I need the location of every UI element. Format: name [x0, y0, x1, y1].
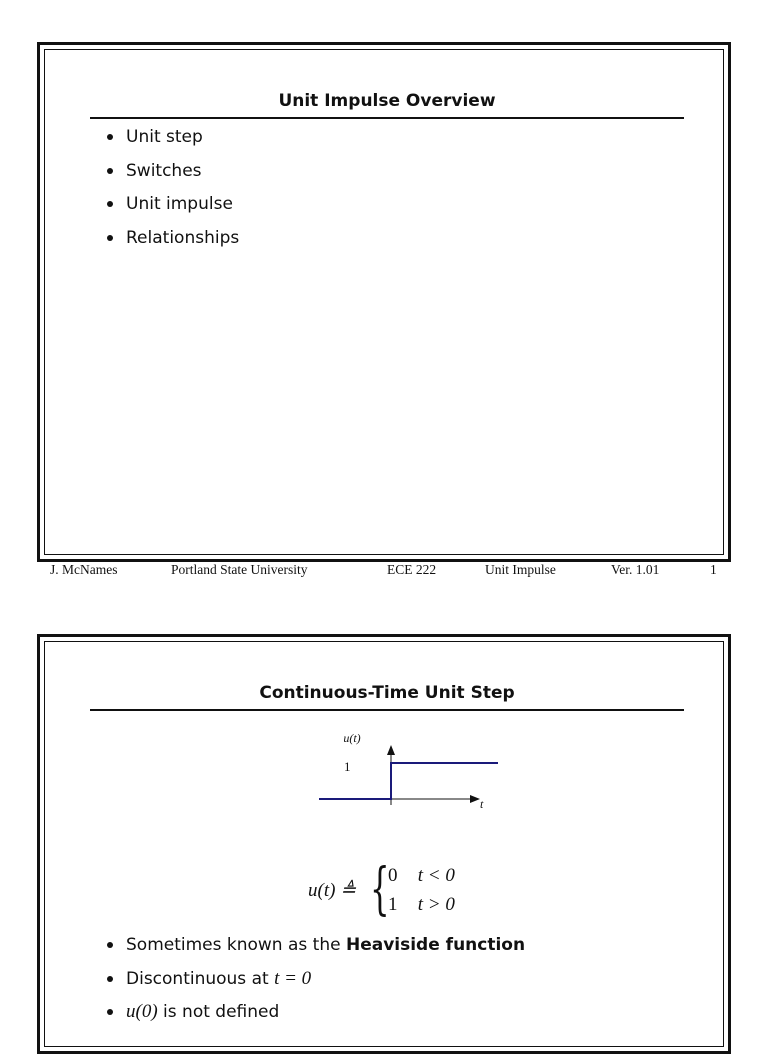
y-axis-label: u(t): [343, 731, 361, 745]
bullet-text: Unit impulse: [126, 194, 233, 214]
bullet-icon: [107, 942, 113, 948]
bullet-text: Sometimes known as the: [126, 935, 346, 955]
bullet-list: [104, 934, 525, 1035]
bullet-icon: [107, 201, 113, 207]
footer-version: Ver. 1.01: [611, 562, 660, 577]
case-value: 1: [388, 894, 398, 915]
footer-author: J. McNames: [50, 562, 118, 577]
bullet-math: u(0): [126, 1001, 158, 1022]
equation-case: [388, 865, 455, 887]
footer-course: ECE 222: [387, 562, 437, 577]
bullet-icon: [107, 134, 113, 140]
case-condition: t > 0: [417, 894, 455, 915]
bullet-icon: [107, 976, 113, 982]
footer-topic: Unit Impulse: [485, 562, 556, 577]
footer-page-number: 1: [710, 562, 717, 577]
list-item: [104, 126, 239, 160]
page-footer: [0, 562, 768, 580]
x-axis-arrow-icon: [470, 795, 480, 803]
equation-case: [388, 894, 455, 916]
plot-axes: [319, 745, 480, 805]
footer-institution: Portland State University: [171, 562, 308, 577]
slide-1: [37, 42, 731, 562]
equation-lhs: u(t) ≜: [308, 880, 357, 901]
case-condition: t < 0: [417, 865, 455, 886]
slide-title: Unit Impulse Overview: [278, 91, 496, 111]
case-value: 0: [388, 865, 398, 886]
list-item: [104, 968, 525, 1002]
bullet-icon: [107, 1009, 113, 1015]
unit-step-plot: [278, 725, 498, 815]
bullet-text: Relationships: [126, 227, 240, 248]
bullet-text: Discontinuous at: [126, 968, 275, 989]
list-item: [104, 193, 239, 227]
x-axis-label: t: [480, 797, 484, 811]
list-item: [104, 227, 239, 261]
y-axis-arrow-icon: [387, 745, 395, 755]
bullet-text: is not defined: [157, 1002, 280, 1022]
title-rule: [90, 709, 684, 711]
list-item: [104, 160, 239, 194]
bullet-text: Unit step: [126, 127, 203, 147]
bullet-math: t = 0: [274, 967, 312, 989]
slide-title: Continuous-Time Unit Step: [259, 683, 515, 703]
bullet-icon: [107, 235, 113, 241]
bullet-bold-term: Heaviside function: [345, 935, 526, 955]
slide-2: [37, 634, 731, 1054]
list-item: [104, 1001, 525, 1035]
cases-brace: {: [370, 857, 390, 922]
bullet-list: [104, 126, 239, 260]
title-rule: [90, 117, 684, 119]
slide-1-inner-border: [44, 49, 724, 555]
bullet-text: Switches: [126, 160, 202, 181]
y-tick-label: 1: [344, 759, 351, 774]
bullet-icon: [107, 168, 113, 174]
list-item: [104, 934, 525, 968]
